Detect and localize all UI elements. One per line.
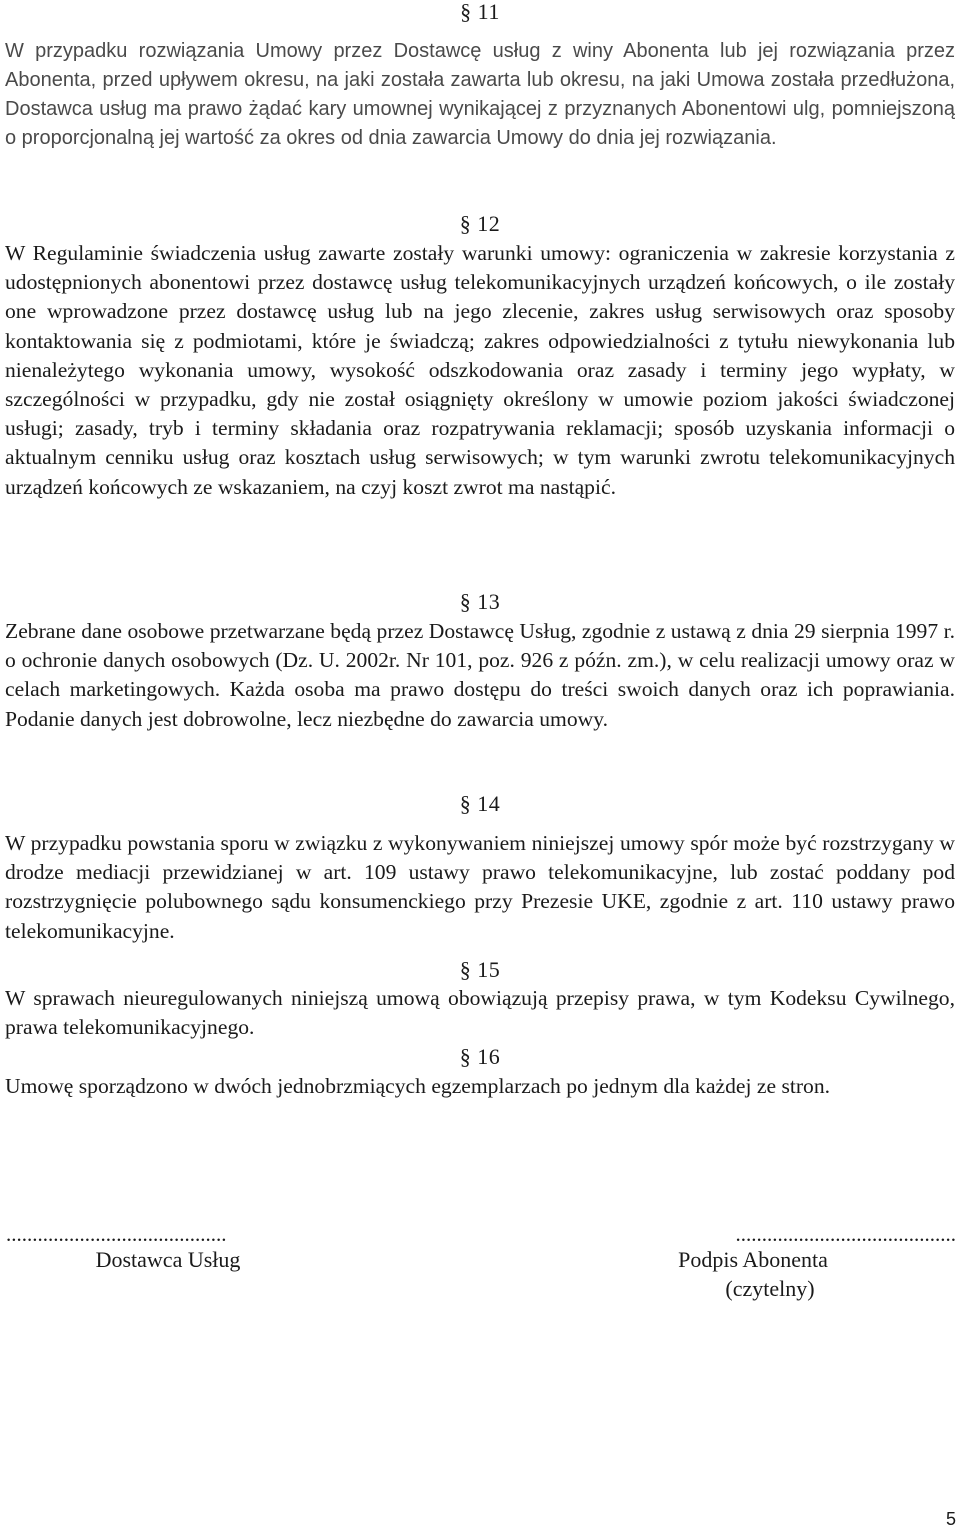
provider-signature-line: .......................................... bbox=[6, 1222, 227, 1246]
section-15-heading: § 15 bbox=[459, 957, 501, 982]
section-16-heading: § 16 bbox=[459, 1044, 501, 1069]
section-13-text: Zebrane dane osobowe przetwarzane będą przez Dostawcę Usług, zgodnie z ustawą z dnia 29 sierpnia 1997 r. o ochronie danych osobowych (Dz. U. 2002r. Nr 101, poz. 926 z późn. zm.), w celu realizacji umowy oraz w celach marketingowych. Każda osoba ma prawo dostępu do treści swoich danych oraz ich poprawiania. Podanie danych jest dobrowolne, lecz niezbędne do zawarcia umowy. bbox=[5, 619, 955, 731]
subscriber-signature-line: .......................................... bbox=[735, 1222, 956, 1246]
section-12-heading: § 12 bbox=[459, 211, 501, 236]
subscriber-signature-label: Podpis Abonenta bbox=[678, 1247, 828, 1272]
section-14-text: W przypadku powstania sporu w związku z wykonywaniem niniejszej umowy spór może być rozstrzygany w drodze mediacji przewidzianej w art. 109 ustawy prawo telekomunikacyjne, lub zostać poddany pod rozstrzygnięcie polubownego sądu konsumenckiego przy Prezesie UKE, zgodnie z art. 110 ustawy prawo telekomunikacyjne. bbox=[5, 831, 955, 943]
section-13-heading: § 13 bbox=[459, 589, 501, 614]
subscriber-signature-note: (czytelny) bbox=[725, 1276, 815, 1301]
page-number: 5 bbox=[945, 1509, 956, 1529]
section-14-heading: § 14 bbox=[459, 791, 501, 816]
section-15-text: W sprawach nieuregulowanych niniejszą umową obowiązują przepisy prawa, w tym Kodeksu Cywilnego, prawa telekomunikacyjnego. bbox=[5, 986, 955, 1040]
section-12-text: W Regulaminie świadczenia usług zawarte zostały warunki umowy: ograniczenia w zakresie korzystania z udostępnionych abonentowi przez dostawcę usług telekomunikacyjnych urządzeń końcowych, o ile zostały one wprowadzone przez dostawcę usług lub na jego zlecenie, zakres usług serwisowych oraz sposoby kontaktowania się z podmiotami, które je świadczą; zakres odpowiedzialności z tytułu niewykonania lub nienależytego wykonania umowy, wysokość odszkodowania oraz zasady i terminy jego wypłaty, w szczególności w przypadku, gdy nie został osiągnięty określony w umowie poziom jakości świadczonej usługi; zasady, tryb i terminy składania oraz rozpatrywania reklamacji; sposób uzyskania informacji o aktualnym cenniku usług oraz kosztach usług serwisowych; w tym warunki zwrotu telekomunikacyjnych urządzeń końcowych ze wskazaniem, na czyj koszt zwrot ma nastąpić. bbox=[5, 241, 955, 499]
section-16-text: Umowę sporządzono w dwóch jednobrzmiących egzemplarzach po jednym dla każdej ze stron. bbox=[5, 1074, 831, 1098]
provider-signature-label: Dostawca Usług bbox=[95, 1247, 241, 1272]
section-11-text: W przypadku rozwiązania Umowy przez Dostawcę usług z winy Abonenta lub jej rozwiązania przez Abonenta, przed upływem okresu, na jaki została zawarta lub okresu, na jaki Umowa została przedłużona, Dostawca usług ma prawo żądać kary umownej wynikającej z przyznanych Abonentowi ulg, pomniejszoną o proporcjonalną jej wartość za okres od dnia zawarcia Umowy do dnia jej rozwiązania. bbox=[5, 40, 955, 149]
section-11-heading: § 11 bbox=[460, 0, 500, 24]
